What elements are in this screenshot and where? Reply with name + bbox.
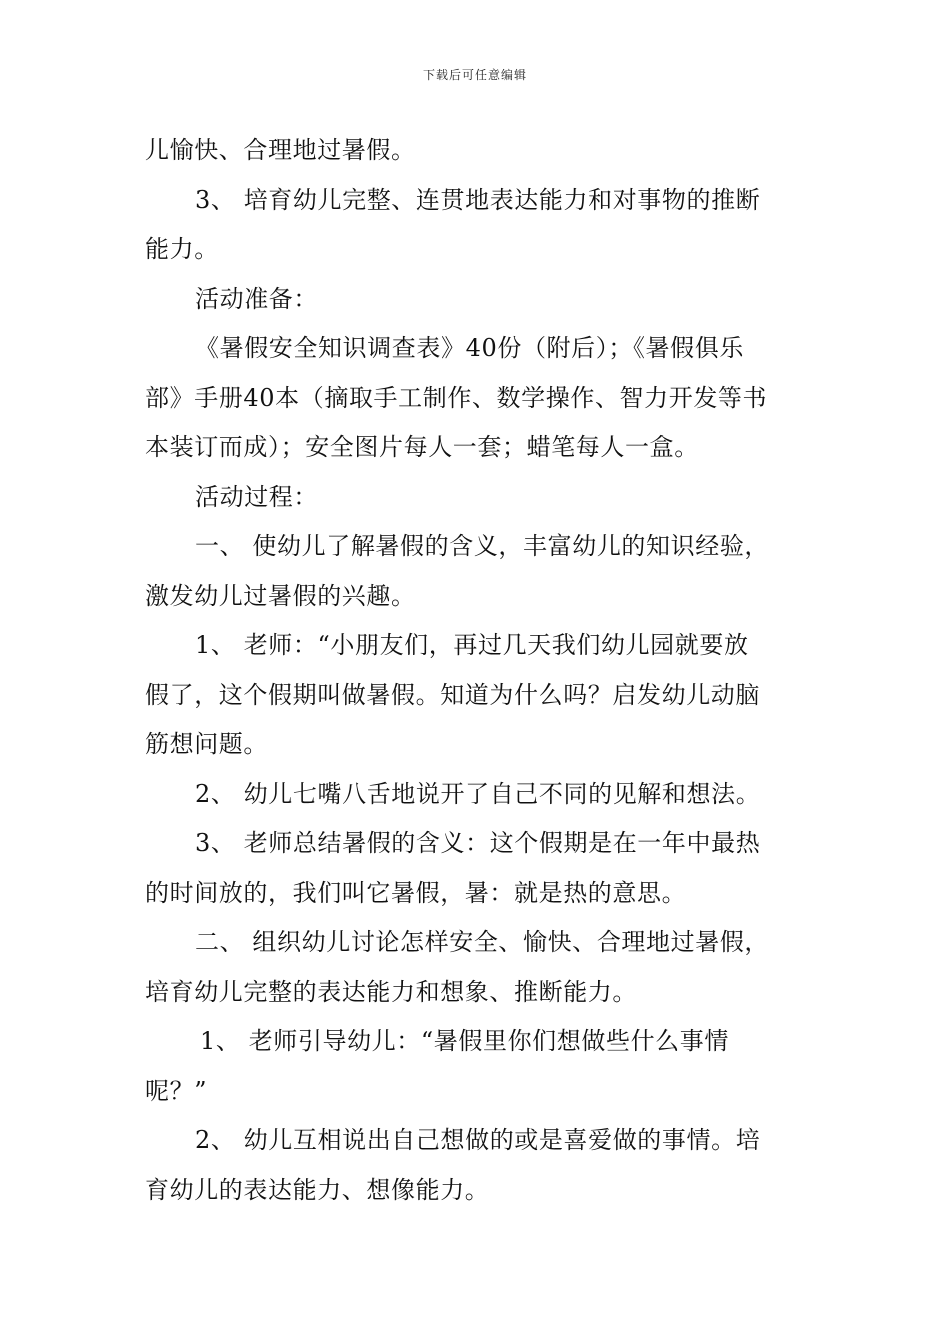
paragraph-line: 儿愉快、合理地过暑假。 [145,136,416,164]
paragraph-line: 培育幼儿完整的表达能力和想象、推断能力。 [145,977,637,1006]
paragraph-line: 的时间放的，我们叫它暑假，暑：就是热的意思。 [145,878,687,907]
paragraph-line: 假了，这个假期叫做暑假。知道为什么吗？启发幼儿动脑 [145,680,760,709]
section-heading: 活动准备： [195,284,318,313]
paragraph-line: 能力。 [145,235,219,263]
paragraph-line: 部》手册40本（摘取手工制作、数学操作、智力开发等书 [145,383,768,412]
paragraph-line: 1、 老师：“小朋友们，再过几天我们幼儿园就要放 [195,631,749,659]
paragraph-line: 育幼儿的表达能力、想像能力。 [145,1175,490,1204]
paragraph-line: 一、 使幼儿了解暑假的含义，丰富幼儿的知识经验， [195,532,770,560]
section-heading: 活动过程： [195,482,318,511]
page-header: 下载后可任意编辑 [422,68,527,82]
paragraph-line: 二、 组织幼儿讨论怎样安全、愉快、合理地过暑假， [195,928,770,956]
paragraph-line: 本装订而成）；安全图片每人一套；蜡笔每人一盒。 [145,433,699,461]
paragraph-line: 2、 幼儿互相说出自己想做的或是喜爱做的事情。培 [195,1126,761,1154]
paragraph-line: 3、 老师总结暑假的含义：这个假期是在一年中最热 [195,829,761,857]
paragraph-line: 筋想问题。 [145,730,268,758]
paragraph-line: 3、 培育幼儿完整、连贯地表达能力和对事物的推断 [195,185,761,214]
paragraph-line: 2、 幼儿七嘴八舌地说开了自己不同的见解和想法。 [195,779,761,808]
paragraph-line: 激发幼儿过暑假的兴趣。 [145,581,416,610]
document-body [145,126,810,1215]
paragraph-line: 《暑假安全知识调查表》40份（附后）；《暑假俱乐 [195,334,744,362]
paragraph-line: 呢？” [145,1076,208,1105]
paragraph-line: 1、 老师引导幼儿：“暑假里你们想做些什么事情 [200,1027,729,1055]
